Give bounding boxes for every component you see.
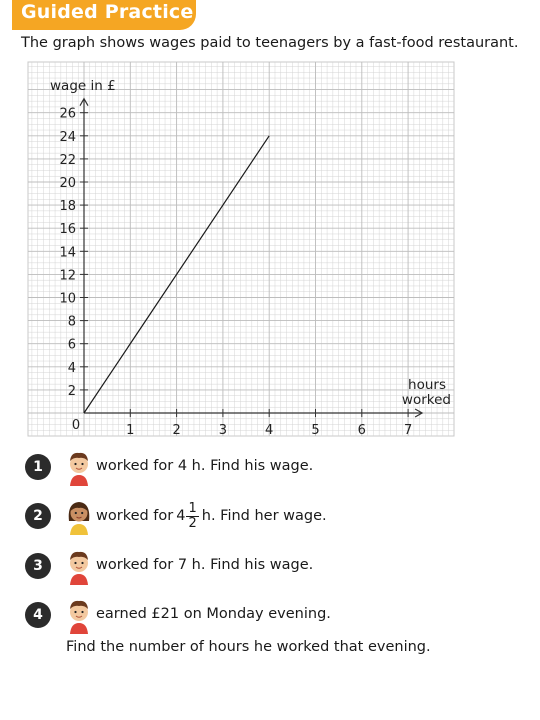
x-tick-label: 3 (218, 423, 228, 438)
x-axis-label-line1: hours (408, 377, 446, 393)
question-number-badge: 2 (25, 503, 51, 529)
fraction (186, 502, 198, 531)
x-tick-label: 4 (265, 423, 274, 438)
question-text: earned £21 on Monday evening. (96, 606, 331, 622)
y-tick-label: 14 (59, 245, 76, 261)
fraction-denominator: 2 (188, 515, 197, 531)
y-tick-label: 22 (59, 152, 76, 168)
boy-icon (64, 448, 94, 486)
question-number-badge: 4 (25, 602, 51, 628)
y-tick-label: 16 (59, 222, 76, 238)
page-title: Guided Practice (21, 1, 194, 23)
question-text-pre: worked for (96, 508, 174, 524)
x-axis-label-line2: worked (401, 392, 451, 408)
mixed-whole: 4 (176, 508, 186, 524)
x-tick-label: 2 (172, 423, 181, 438)
x-tick-label: 6 (357, 423, 366, 438)
question-1 (0, 448, 540, 488)
intro-text: The graph shows wages paid to teenagers by a fast-food restaurant. (21, 35, 519, 51)
y-tick-label: 12 (59, 268, 76, 284)
x-tick-label: 1 (126, 423, 135, 438)
question-text-post: h. Find her wage. (201, 508, 327, 524)
mixed-number (176, 502, 199, 531)
question-number-badge: 3 (25, 553, 51, 579)
y-tick-label: 26 (59, 106, 76, 122)
question-4 (0, 596, 540, 636)
origin-label: 0 (71, 418, 81, 433)
question-text: worked for 7 h. Find his wage. (96, 557, 314, 573)
chart-grid-background (28, 62, 454, 436)
x-tick-label: 5 (311, 423, 320, 438)
girl-icon (64, 497, 94, 535)
question-2 (0, 497, 540, 537)
y-tick-label: 2 (67, 383, 76, 399)
fraction-numerator: 1 (188, 500, 197, 516)
y-axis-label: wage in £ (50, 78, 116, 94)
boy-icon (64, 547, 94, 585)
y-tick-label: 4 (67, 360, 76, 376)
y-tick-label: 24 (59, 129, 76, 145)
boy-icon (64, 596, 94, 634)
question-text (96, 497, 327, 535)
y-tick-label: 8 (67, 314, 76, 330)
question-text: worked for 4 h. Find his wage. (96, 458, 314, 474)
question-number-badge: 1 (25, 454, 51, 480)
y-tick-label: 18 (59, 199, 76, 215)
x-tick-label: 7 (403, 423, 413, 438)
question-3 (0, 547, 540, 587)
y-tick-label: 6 (67, 337, 76, 353)
y-tick-label: 10 (59, 291, 76, 307)
question-subtext: Find the number of hours he worked that evening. (66, 639, 431, 655)
y-tick-label: 20 (59, 176, 76, 191)
